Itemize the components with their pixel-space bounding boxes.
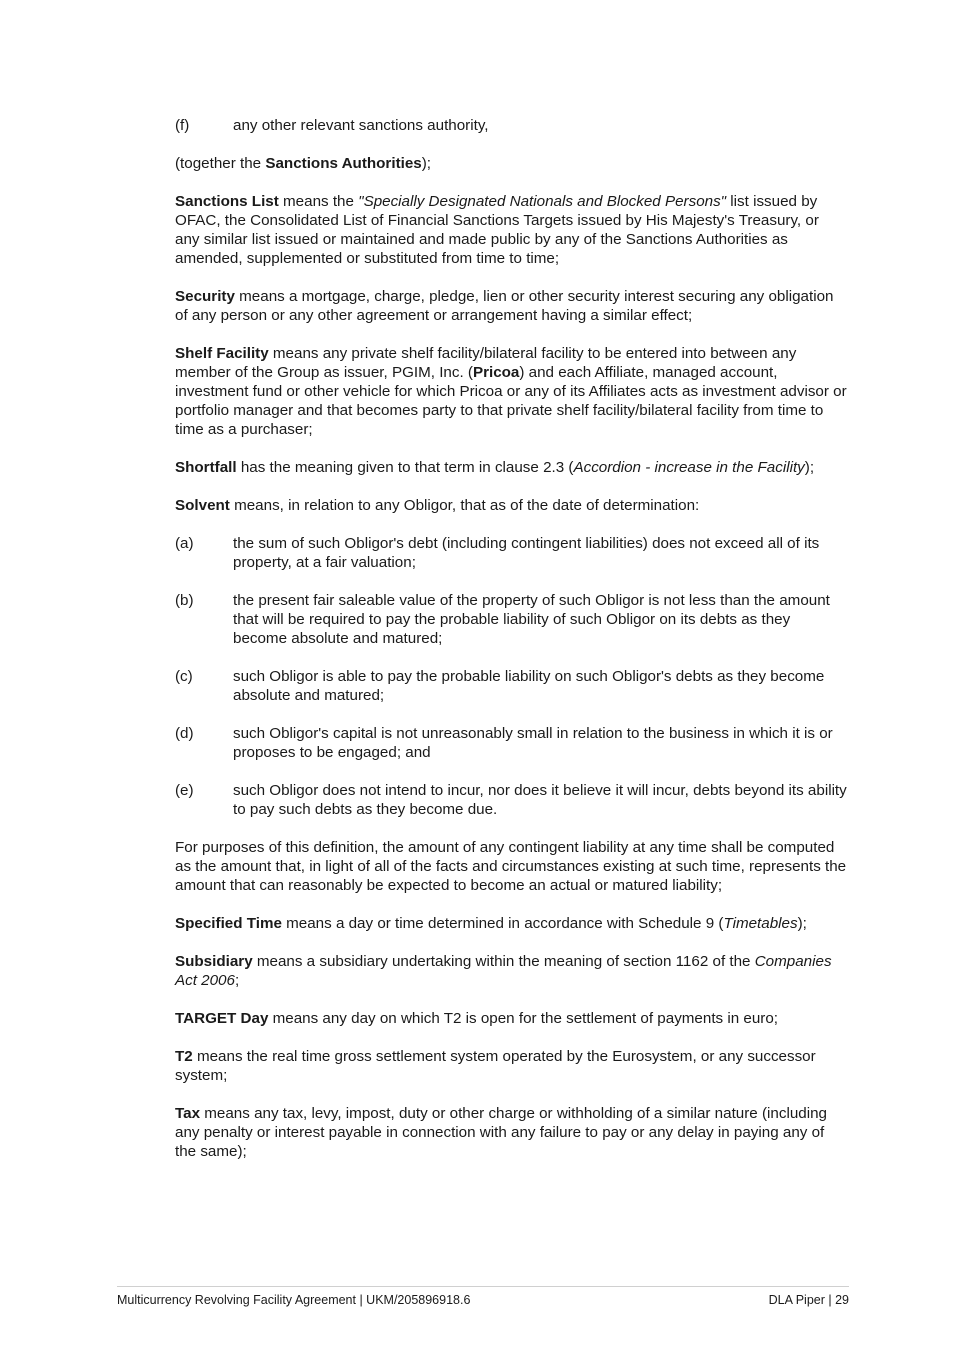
defined-term: Tax [175,1105,201,1122]
defined-term: Solvent [175,497,230,514]
defined-term: Security [175,288,235,305]
clause-text: any other relevant sanctions authority, [233,117,489,134]
clause-text: such Obligor does not intend to incur, nor does it believe it will incur, debts beyond its ability to pay such debts as they become due. [233,782,847,818]
clause-label: (c) [175,668,193,685]
clause-text: the sum of such Obligor's debt (including contingent liabilities) does not exceed all of its property, at a fair valuation; [233,535,820,571]
definition-subsidiary: Subsidiary means a subsidiary undertaking within the meaning of section 1162 of the Companies Act 2006; [175,953,832,989]
clause-f [175,116,847,135]
definition-target-day: TARGET Day means any day on which T2 is open for the settlement of payments in euro; [175,1010,779,1027]
footer-document-reference: Multicurrency Revolving Facility Agreement | UKM/205896918.6 [117,1293,471,1307]
clause-label: (f) [175,117,190,134]
solvent-item-b [175,591,847,648]
solvent-purposes-paragraph: For purposes of this definition, the amount of any contingent liability at any time shall be computed as the amount that, in light of all of the facts and circumstances existing at such time, represents the amount that can reasonably be expected to become an actual or matured liability; [175,839,847,894]
solvent-item-c [175,667,847,705]
definition-shelf-facility: Shelf Facility means any private shelf facility/bilateral facility to be entered into between any member of the Group as issuer, PGIM, Inc. (Pricoa) and each Affiliate, managed account, investment fund or other vehicle for which Pricoa or any of its Affiliates acts as investment advisor or portfolio manager and that becomes party to that private shelf facility/bilateral facility from time to time as a purchaser; [175,345,847,438]
defined-term: T2 [175,1048,193,1065]
definition-specified-time: Specified Time means a day or time determined in accordance with Schedule 9 (Timetables); [175,915,807,932]
clause-text: such Obligor's capital is not unreasonably small in relation to the business in which it is or proposes to be engaged; and [233,725,833,761]
defined-term: Subsidiary [175,953,253,970]
defined-term: Specified Time [175,915,282,932]
together-clause: (together the Sanctions Authorities); [175,155,432,172]
page-footer [117,1286,849,1308]
footer-page-number: DLA Piper | 29 [768,1293,849,1307]
definition-sanctions-list: Sanctions List means the "Specially Designated Nationals and Blocked Persons" list issued by OFAC, the Consolidated List of Financial Sanctions Targets issued by His Majesty's Treasury, or any similar list issued or maintained and made public by any of the Sanctions Authorities as amended, supplemented or substituted from time to time; [175,193,819,267]
defined-term: TARGET Day [175,1010,269,1027]
defined-term: Shortfall [175,459,237,476]
defined-term: Sanctions Authorities [265,155,422,172]
definition-tax: Tax means any tax, levy, impost, duty or other charge or withholding of a similar nature (including any penalty or interest payable in connection with any failure to pay or any delay in paying any of the same); [175,1105,827,1160]
definition-security: Security means a mortgage, charge, pledge, lien or other security interest securing any obligation of any person or any other agreement or arrangement having a similar effect; [175,288,834,324]
clause-label: (d) [175,725,194,742]
defined-term: Shelf Facility [175,345,269,362]
solvent-item-a [175,534,847,572]
defined-term: Sanctions List [175,193,279,210]
clause-text: the present fair saleable value of the property of such Obligor is not less than the amount that will be required to pay the probable liability of such Obligor on its debts as they become absolute and matured; [233,592,830,647]
definition-t2: T2 means the real time gross settlement system operated by the Eurosystem, or any successor system; [175,1048,816,1084]
clause-text: such Obligor is able to pay the probable liability on such Obligor's debts as they become absolute and matured; [233,668,825,704]
clause-label: (e) [175,782,194,799]
document-body [175,116,847,1180]
definition-solvent: Solvent means, in relation to any Obligor, that as of the date of determination: [175,497,700,514]
clause-label: (a) [175,535,194,552]
definition-shortfall: Shortfall has the meaning given to that term in clause 2.3 (Accordion - increase in the Facility); [175,459,815,476]
solvent-item-d [175,724,847,762]
solvent-item-e [175,781,847,819]
clause-label: (b) [175,592,194,609]
